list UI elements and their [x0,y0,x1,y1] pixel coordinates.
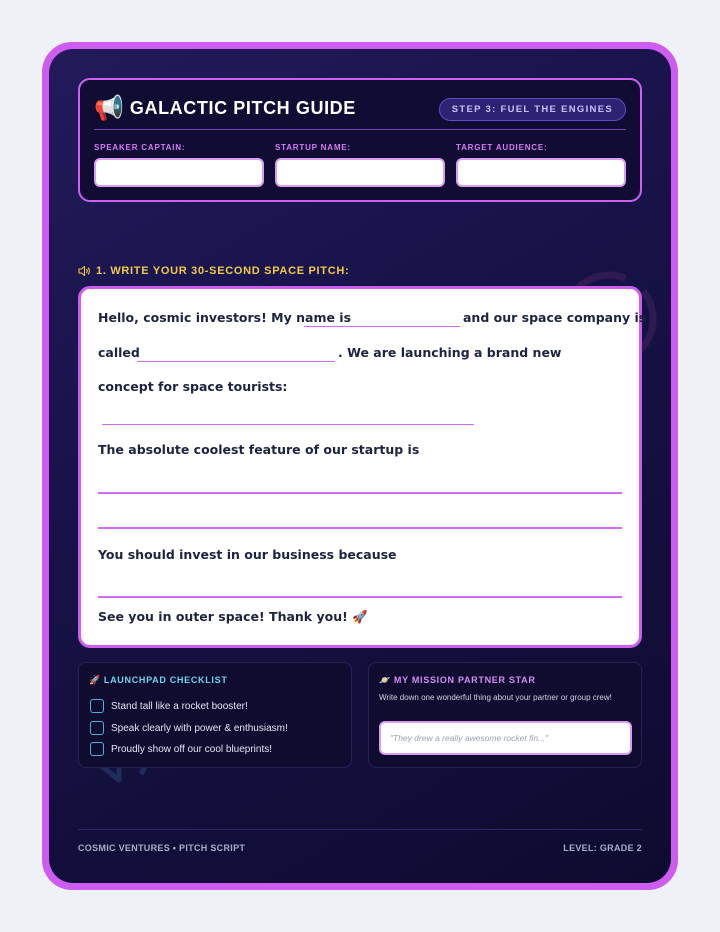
pitch-line-5: You should invest in our business because [98,547,397,562]
checklist-item-label: Stand tall like a rocket booster! [111,700,248,712]
checkbox[interactable] [90,721,104,735]
checkbox[interactable] [90,742,104,756]
header-card [78,78,642,202]
pitch-card [78,286,647,648]
header-divider [94,129,626,130]
section-heading [78,265,349,277]
startup-name-input[interactable] [275,158,445,187]
step-badge: STEP 3: FUEL THE ENGINES [439,98,626,121]
title-row [94,94,356,122]
checklist-item[interactable] [90,699,248,713]
footer-divider [78,829,642,830]
pitch-line-4: The absolute coolest feature of our startup is [98,442,420,457]
target-audience-input[interactable] [456,158,626,187]
checklist-item[interactable] [90,742,272,756]
target-audience-label: TARGET AUDIENCE: [456,143,548,152]
section-heading-text: 1. WRITE YOUR 30-SECOND SPACE PITCH: [96,265,350,277]
worksheet-frame [42,42,678,890]
speaker-captain-input[interactable] [94,158,264,187]
invest-blank[interactable] [98,596,622,598]
feature-blank-1[interactable] [98,492,622,494]
partner-description: Write down one wonderful thing about your partner or group crew! [379,693,612,702]
footer-left: COSMIC VENTURES • PITCH SCRIPT [78,843,246,853]
feature-blank-2[interactable] [98,527,622,529]
launchpad-checklist-panel [78,662,352,768]
name-blank[interactable] [304,326,460,327]
checklist-item-label: Proudly show off our cool blueprints! [111,743,273,755]
startup-name-label: STARTUP NAME: [275,143,351,152]
footer-right: LEVEL: GRADE 2 [563,843,642,853]
partner-input[interactable]: "They drew a really awesome rocket fin..." [379,721,632,755]
speaker-captain-label: SPEAKER CAPTAIN: [94,143,186,152]
partner-title [379,675,536,686]
rocket-icon: 🚀 [89,676,101,686]
checklist-item-label: Speak clearly with power & enthusiasm! [111,722,288,734]
pitch-line-2a: called [98,345,140,360]
pitch-line-6: See you in outer space! Thank you! 🚀 [98,609,368,624]
concept-blank[interactable] [102,424,474,425]
pitch-line-2b: . We are launching a brand new [338,345,562,360]
checkbox[interactable] [90,699,104,713]
pitch-line-1b: and our space company is [463,310,647,325]
checklist-title-text: LAUNCHPAD CHECKLIST [103,675,228,685]
page-title: GALACTIC PITCH GUIDE [129,97,356,118]
speaker-icon [78,265,91,277]
partner-title-text: MY MISSION PARTNER STAR [393,675,536,685]
worksheet [49,49,671,883]
checklist-title [89,675,228,686]
company-blank[interactable] [137,361,335,362]
planet-icon: 🪐 [379,676,391,686]
megaphone-icon: 📢 [94,94,124,122]
pitch-line-1a: Hello, cosmic investors! My name is [98,310,352,325]
mission-partner-panel [368,662,642,768]
checklist-item[interactable] [90,721,288,735]
pitch-line-3: concept for space tourists: [98,379,288,394]
